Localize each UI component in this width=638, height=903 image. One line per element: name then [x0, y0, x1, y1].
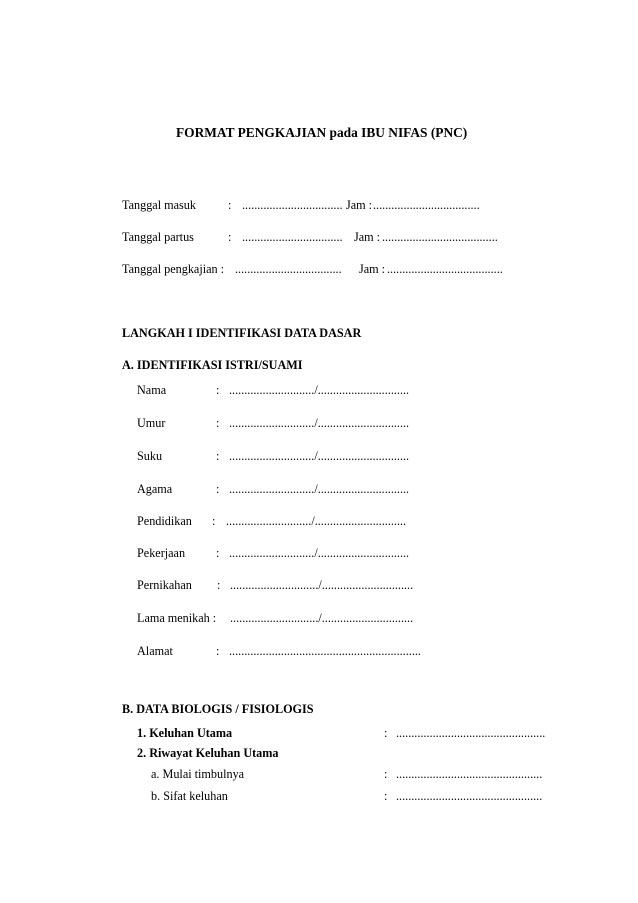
field-label: Nama	[137, 383, 167, 397]
section-heading-data-biologis: B. DATA BIOLOGIS / FISIOLOGIS	[122, 702, 314, 716]
field-colon: :	[384, 767, 388, 781]
field-blank: ...................................	[235, 262, 342, 276]
field-colon: :	[228, 230, 232, 244]
field-blank: .................................	[242, 230, 343, 244]
field-colon: :	[216, 449, 220, 463]
time-blank: ...................................	[373, 198, 480, 212]
field-blank: .................................	[242, 198, 343, 212]
field-blank: ............................./..............................	[230, 578, 414, 592]
field-colon: :	[216, 482, 220, 496]
time-label: Jam :	[354, 230, 381, 244]
field-blank: ............................/..............................	[229, 383, 410, 397]
time-label: Jam :	[346, 198, 373, 212]
field-label: Pernikahan	[137, 578, 192, 592]
field-label: Tanggal pengkajian :	[122, 262, 225, 276]
field-label: b. Sifat keluhan	[151, 789, 228, 803]
field-label: Umur	[137, 416, 166, 430]
field-colon: :	[216, 416, 220, 430]
field-blank: ............................/..............................	[229, 416, 410, 430]
field-label: Tanggal masuk	[122, 198, 196, 212]
field-colon: :	[384, 789, 388, 803]
field-blank: ...............................................................	[229, 644, 421, 658]
field-label: Suku	[137, 449, 163, 463]
field-blank: ............................/..............................	[229, 546, 410, 560]
field-blank: ............................/..............................	[226, 514, 407, 528]
field-blank: .................................................	[396, 726, 546, 740]
time-label: Jam :	[359, 262, 386, 276]
field-colon: :	[228, 198, 232, 212]
field-blank: ............................/..............................	[229, 449, 410, 463]
time-blank: ......................................	[387, 262, 503, 276]
field-blank: ............................./..............................	[230, 611, 414, 625]
field-label: Pendidikan	[137, 514, 192, 528]
field-label: Lama menikah :	[137, 611, 217, 625]
field-label: Pekerjaan	[137, 546, 186, 560]
field-colon: :	[384, 726, 388, 740]
time-blank: ......................................	[382, 230, 498, 244]
field-colon: :	[216, 644, 220, 658]
section-heading-identifikasi: A. IDENTIFIKASI ISTRI/SUAMI	[122, 358, 303, 372]
field-colon: :	[216, 383, 220, 397]
field-label: a. Mulai timbulnya	[151, 767, 245, 781]
field-label: Tanggal partus	[122, 230, 194, 244]
document-title: FORMAT PENGKAJIAN pada IBU NIFAS (PNC)	[176, 125, 468, 140]
field-label: Agama	[137, 482, 173, 496]
field-blank: ............................/..............................	[229, 482, 410, 496]
field-blank: ................................................	[396, 767, 543, 781]
section-heading-langkah-1: LANGKAH I IDENTIFIKASI DATA DASAR	[122, 326, 362, 340]
field-blank: ................................................	[396, 789, 543, 803]
field-label: 1. Keluhan Utama	[137, 726, 233, 740]
field-label: Alamat	[137, 644, 173, 658]
field-colon: :	[217, 578, 221, 592]
field-colon: :	[216, 546, 220, 560]
field-colon: :	[212, 514, 216, 528]
field-label: 2. Riwayat Keluhan Utama	[137, 746, 279, 760]
